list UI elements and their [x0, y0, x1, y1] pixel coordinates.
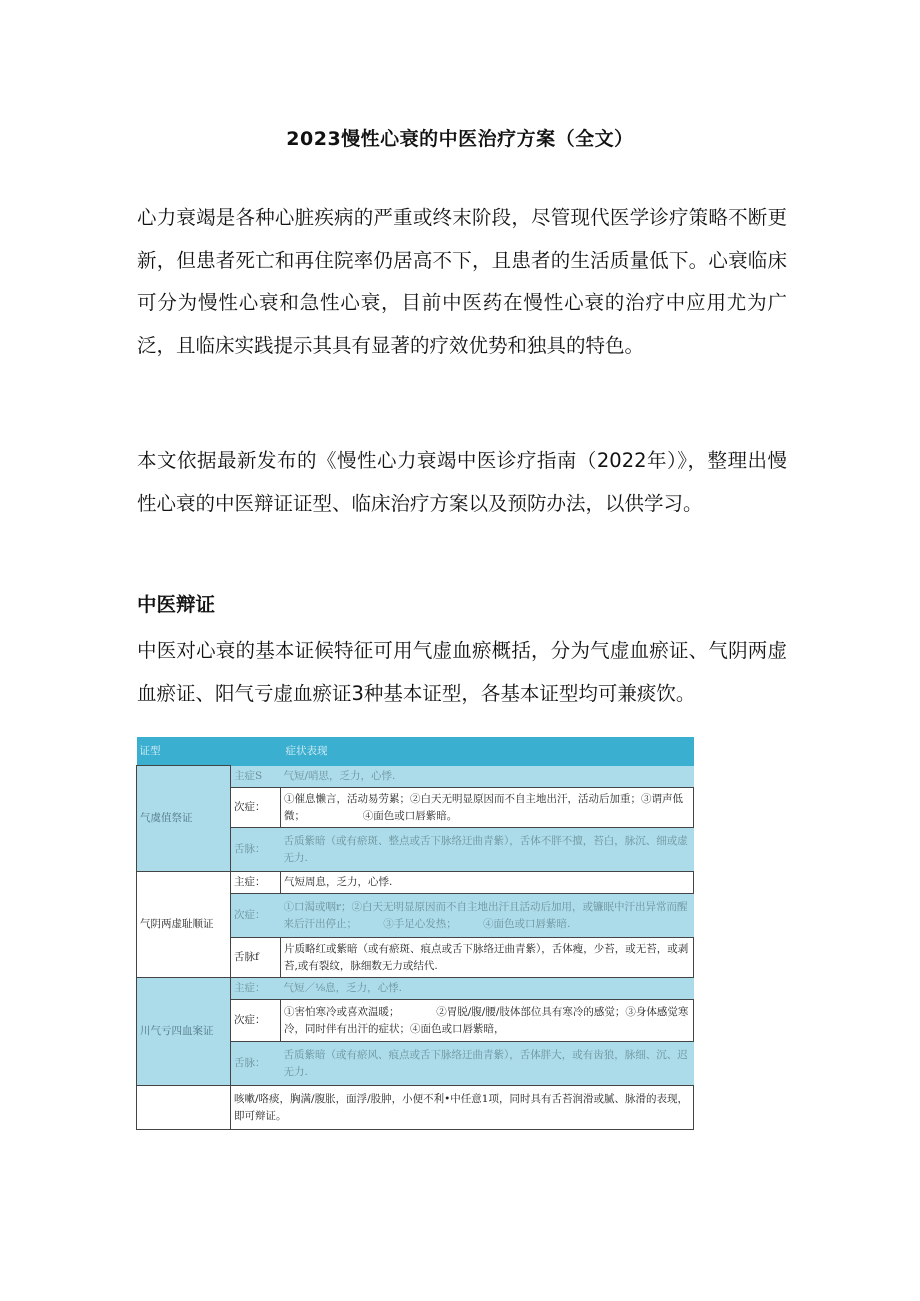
row-label: 主症：	[231, 872, 281, 894]
table-row	[137, 978, 694, 1000]
row-label: 次症：	[231, 894, 281, 938]
intro-paragraph: 心力衰竭是各种心脏疾病的严重或终末阶段，尽管现代医学诊疗策略不断更新，但患者死亡和再住院率仍居高不下，且患者的生活质量低下。心衰临床可分为慢性心衰和急性心衰，目前中医药在慢性心衰的治疗中应用尤为广泛，且临床实践提示其具有显著的疗效优势和独具的特色。	[137, 206, 787, 357]
row-text: ①催息懒言，活动易劳累；②白天无明显原因而不自主地出汗，活动后加重；③谓声低微； ④面色或口唇紫暗。	[281, 788, 694, 828]
source-paragraph: 本文依据最新发布的《慢性心力衰竭中医诊疗指南（2022年）》，整理出慢性心衰的中医辩证证型、临床治疗方案以及预防办法，以供学习。	[137, 449, 787, 515]
table-row	[137, 872, 694, 894]
row-text: 气短／⅛息，乏力，心悸.	[281, 978, 694, 1000]
row-label: 主症：	[231, 978, 281, 1000]
row-label: 次症：	[231, 1000, 281, 1042]
header-symptoms: 症状表现	[231, 737, 694, 766]
syndrome-name: 川气亏四血案证	[137, 978, 231, 1086]
syndrome-name: 气虞值祭证	[137, 766, 231, 872]
row-text: 气短/哨思，乏力，心悸.	[281, 766, 694, 788]
row-label: 次症：	[231, 788, 281, 828]
row-label: 舌脉f	[231, 938, 281, 978]
header-syndrome-type: 证型	[137, 737, 231, 766]
row-text: 咳嗽/咯痰，胸满/腹胀，面浮/股肿，小便不利•中任意1项，同时具有舌苔润滑或腻、脉滑的表现，即可辩证。	[231, 1086, 694, 1130]
row-text: 舌质紫暗（或有瘀斑、整点或舌下脉络迂曲青紫），舌体不胖不擅，苔白，脉沉、细或虚无力.	[281, 828, 694, 872]
table-row	[137, 1086, 694, 1130]
row-text: 舌质紫暗（或有瘀风、痕点或舌下脉络迂曲青紫），舌体胖大，或有齿狼，脉细、沉、迟无力.	[281, 1042, 694, 1086]
section-paragraph: 中医对心衰的基本证候特征可用气虚血瘀概括，分为气虚血瘀证、气阴两虚血瘀证、阳气亏虚血瘀证3种基本证型，各基本证型均可兼痰饮。	[137, 639, 787, 705]
row-label: 主症S	[231, 766, 281, 788]
row-text: 片质略红或紫暗（或有瘀斑、痕点或舌下脉络迂曲青紫），舌体瘦，少苔，或无苔，或剥苔,或有裂纹，脉细数无力或结代.	[281, 938, 694, 978]
row-label: 舌脉：	[231, 828, 281, 872]
syndrome-table	[136, 737, 694, 1130]
row-text: ①口渴或咽r；②白天无明显原因而不自主地出汗且活动后加用，或镰眠中汗出异常而醒来后汗出停止； ③手足心发热； ④面色或口唇紫暗.	[281, 894, 694, 938]
table-header-row	[137, 737, 694, 766]
row-text: ①害怕寒冷或喜欢温暖； ②胃脱/腹/腰/肢体部位具有寒冷的感觉；③身体感觉寒冷，同时伴有出汗的症状；④面色或口唇紫暗，	[281, 1000, 694, 1042]
table-row	[137, 766, 694, 788]
row-label: 舌脉：	[231, 1042, 281, 1086]
syndrome-name	[137, 1086, 231, 1130]
row-text: 气短周息，乏力，心悸.	[281, 872, 694, 894]
syndrome-name: 气阴两虚耻顺证	[137, 872, 231, 978]
section-heading: 中医辩证	[137, 593, 216, 616]
page-title: 2023慢性心衰的中医治疗方案（全文）	[286, 128, 634, 150]
